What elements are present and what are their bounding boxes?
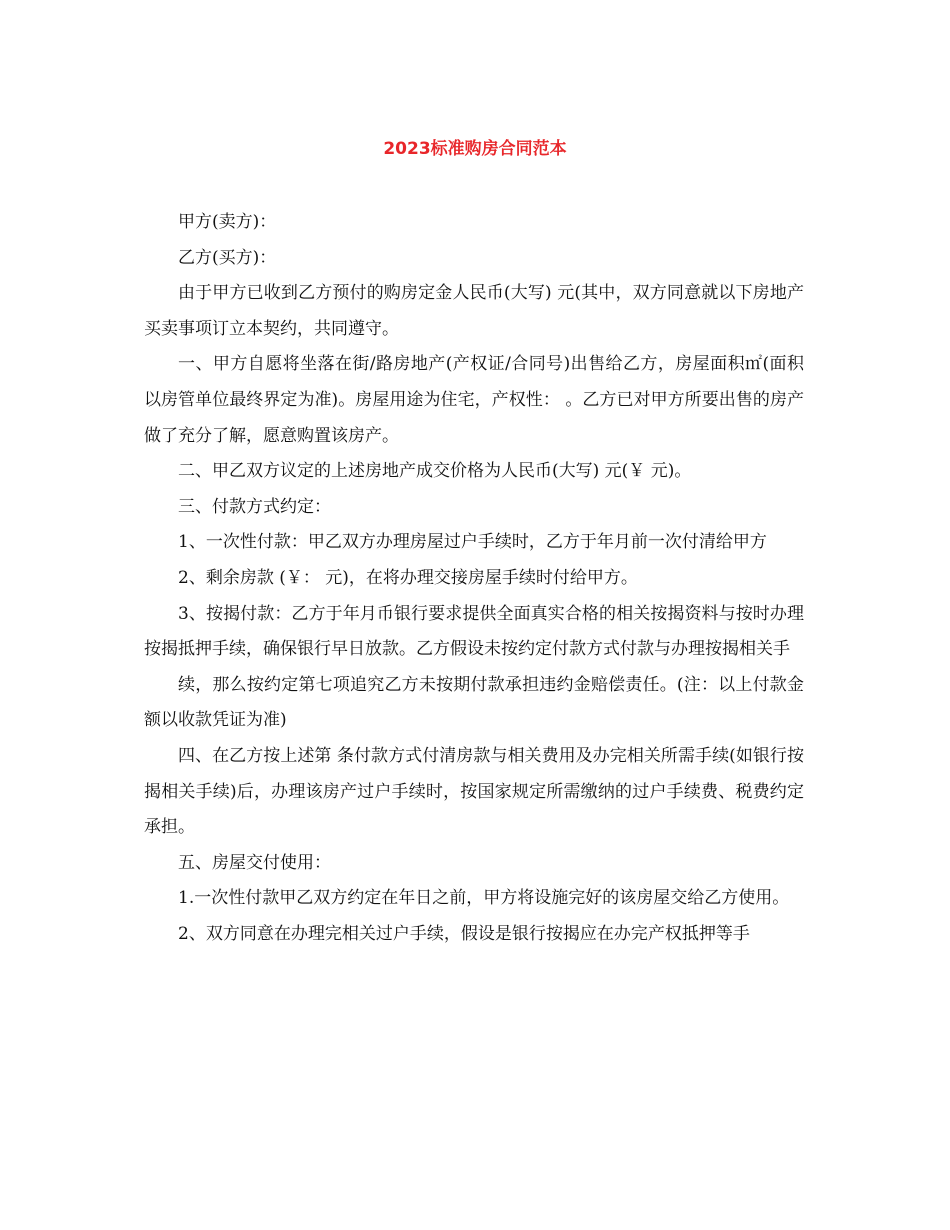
paragraph-clause-3-heading: 三、付款方式约定： [178, 496, 331, 517]
paragraph-clause-3-3-continued: 续，那么按约定第七项追究乙方未按期付款承担违约金赔偿责任。(注：以上付款金额以收款凭证为准) [144, 674, 804, 731]
document-title: 2023标准购房合同范本 [383, 139, 567, 159]
paragraph-clause-4: 四、在乙方按上述第 条付款方式付清房款与相关费用及办完相关所需手续(如银行按揭相关手续)后，办理该房产过户手续时，按国家规定所需缴纳的过户手续费、税费约定 承担。 [144, 745, 804, 838]
paragraph-clause-2: 二、甲乙双方议定的上述房地产成交价格为人民币(大写) 元(￥ 元)。 [178, 461, 692, 482]
paragraph-party-b: 乙方(买方)： [178, 247, 277, 268]
paragraph-clause-3-1: 1、一次性付款：甲乙双方办理房屋过户手续时，乙方于年月前一次付清给甲方 [178, 532, 767, 553]
document-body [144, 205, 804, 952]
paragraph-clause-5-2: 2、双方同意在办理完相关过户手续，假设是银行按揭应在办完产权抵押等手 [178, 923, 750, 944]
paragraph-preamble: 由于甲方已收到乙方预付的购房定金人民币(大写) 元(其中，双方同意就以下房地产买卖事项订立本契约，共同遵守。 [144, 283, 804, 339]
paragraph-clause-1: 一、甲方自愿将坐落在街/路房地产(产权证/合同号)出售给乙方，房屋面积㎡(面积以房管单位最终界定为准)。房屋用途为住宅，产权性： 。乙方已对甲方所要出售的房产做了充分了解，愿意购置该房产。 [144, 354, 804, 446]
paragraph-party-a: 甲方(卖方)： [178, 212, 277, 232]
paragraph-clause-3-2: 2、剩余房款 (￥： 元)，在将办理交接房屋手续时付给甲方。 [178, 567, 638, 588]
paragraph-clause-5-heading: 五、房屋交付使用： [178, 852, 331, 873]
paragraph-clause-3-3: 3、按揭付款：乙方于年月币银行要求提供全面真实合格的相关按揭资料与按时办理按揭抵押手续，确保银行早日放款。乙方假设未按约定付款方式付款与办理按揭相关手 [144, 603, 804, 660]
paragraph-clause-5-1: 1.一次性付款甲乙双方约定在年日之前，甲方将设施完好的该房屋交给乙方使用。 [178, 888, 790, 909]
